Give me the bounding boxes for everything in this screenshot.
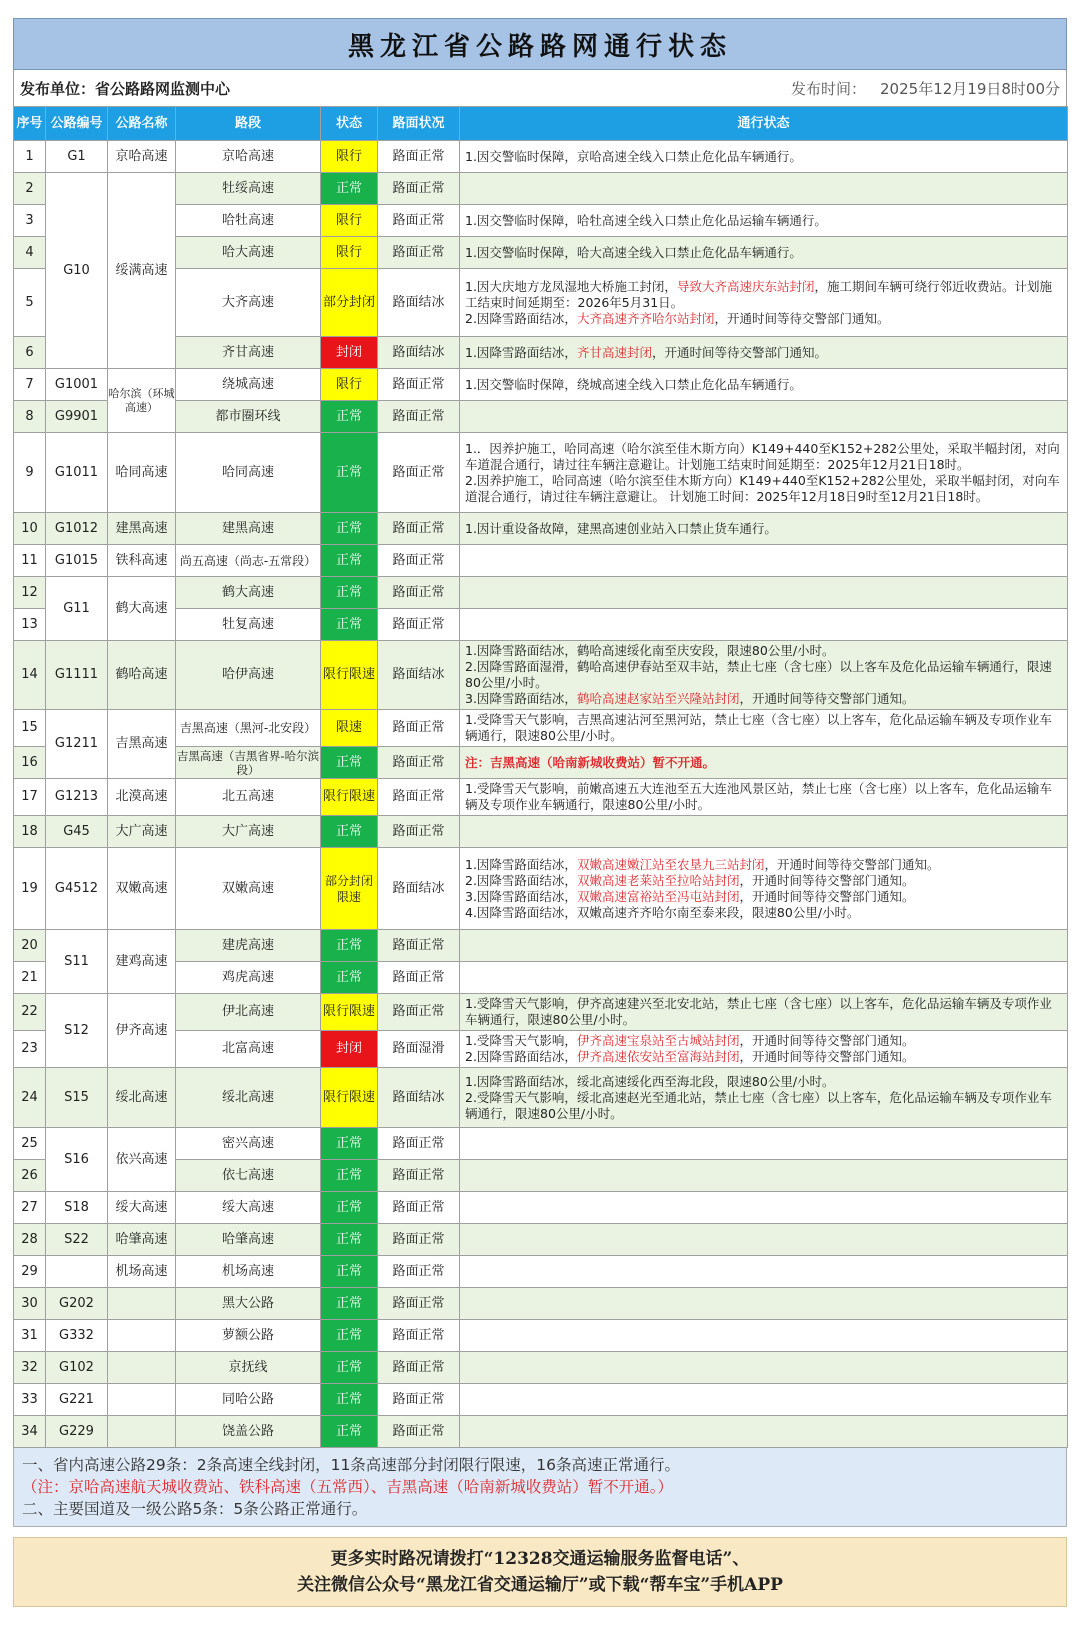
road-condition: 路面正常 — [378, 1352, 460, 1384]
road-code: G332 — [46, 1320, 108, 1352]
status-badge: 限行 — [321, 369, 378, 401]
road-code: G1015 — [46, 545, 108, 577]
road-name: 绥大高速 — [108, 1192, 176, 1224]
row-no: 26 — [14, 1160, 46, 1192]
segment: 绥大高速 — [176, 1192, 321, 1224]
table-row — [14, 173, 1068, 205]
row-no: 33 — [14, 1384, 46, 1416]
status-badge: 正常 — [321, 609, 378, 641]
road-name: 建鸡高速 — [108, 930, 176, 994]
row-no: 32 — [14, 1352, 46, 1384]
status-badge: 部分封闭 — [321, 269, 378, 337]
road-condition: 路面结冰 — [378, 337, 460, 369]
table-row — [14, 1128, 1068, 1160]
status-badge: 正常 — [321, 433, 378, 513]
row-no: 16 — [14, 747, 46, 779]
segment: 哈大高速 — [176, 237, 321, 269]
segment: 都市圈环线 — [176, 401, 321, 433]
road-name: 哈肇高速 — [108, 1224, 176, 1256]
row-no: 29 — [14, 1256, 46, 1288]
segment: 吉黑高速（黑河-北安段） — [176, 710, 321, 747]
status-badge: 部分封闭限速 — [321, 848, 378, 930]
traffic-desc — [460, 962, 1068, 994]
road-condition: 路面正常 — [378, 577, 460, 609]
segment: 齐甘高速 — [176, 337, 321, 369]
road-code: G1011 — [46, 433, 108, 513]
road-condition: 路面结冰 — [378, 269, 460, 337]
header-code: 公路编号 — [46, 107, 108, 141]
publish-time-block — [777, 78, 1066, 99]
status-badge: 正常 — [321, 1160, 378, 1192]
segment: 哈同高速 — [176, 433, 321, 513]
status-badge: 正常 — [321, 1320, 378, 1352]
status-badge: 正常 — [321, 962, 378, 994]
traffic-desc — [460, 1352, 1068, 1384]
row-no: 24 — [14, 1068, 46, 1128]
segment: 哈肇高速 — [176, 1224, 321, 1256]
road-condition: 路面正常 — [378, 513, 460, 545]
road-condition: 路面正常 — [378, 1128, 460, 1160]
row-no: 10 — [14, 513, 46, 545]
status-badge: 正常 — [321, 173, 378, 205]
status-badge: 正常 — [321, 930, 378, 962]
header-segment: 路段 — [176, 107, 321, 141]
road-name: 哈尔滨（环城高速） — [108, 369, 176, 433]
row-no: 1 — [14, 141, 46, 173]
road-condition: 路面正常 — [378, 1256, 460, 1288]
row-no: 22 — [14, 994, 46, 1031]
road-condition: 路面正常 — [378, 962, 460, 994]
table-row — [14, 1416, 1068, 1448]
row-no: 12 — [14, 577, 46, 609]
status-badge: 限行限速 — [321, 994, 378, 1031]
traffic-desc — [460, 545, 1068, 577]
status-badge: 正常 — [321, 513, 378, 545]
road-status-table — [13, 106, 1068, 1448]
traffic-desc — [460, 1384, 1068, 1416]
row-no: 31 — [14, 1320, 46, 1352]
traffic-desc — [460, 1320, 1068, 1352]
road-condition: 路面正常 — [378, 1288, 460, 1320]
road-condition: 路面湿滑 — [378, 1031, 460, 1068]
row-no: 6 — [14, 337, 46, 369]
table-row — [14, 816, 1068, 848]
road-condition: 路面结冰 — [378, 848, 460, 930]
road-code: S15 — [46, 1068, 108, 1128]
road-code: G1 — [46, 141, 108, 173]
status-badge: 正常 — [321, 401, 378, 433]
road-code: G11 — [46, 577, 108, 641]
row-no: 9 — [14, 433, 46, 513]
road-code: G10 — [46, 173, 108, 369]
table-row — [14, 641, 1068, 710]
publish-time-label: 发布时间： — [791, 79, 867, 98]
traffic-desc — [460, 401, 1068, 433]
road-name: 北漠高速 — [108, 779, 176, 816]
road-condition: 路面正常 — [378, 609, 460, 641]
contact-banner — [13, 1537, 1067, 1607]
table-row — [14, 577, 1068, 609]
status-badge: 限行限速 — [321, 779, 378, 816]
road-code: S18 — [46, 1192, 108, 1224]
status-badge: 正常 — [321, 1384, 378, 1416]
segment: 同哈公路 — [176, 1384, 321, 1416]
table-row — [14, 1288, 1068, 1320]
table-row — [14, 1352, 1068, 1384]
segment: 牡复高速 — [176, 609, 321, 641]
row-no: 2 — [14, 173, 46, 205]
status-badge: 封闭 — [321, 1031, 378, 1068]
traffic-desc — [460, 1160, 1068, 1192]
traffic-desc: 1.受降雪天气影响，伊齐高速建兴至北安北站，禁止七座（含七座）以上客车，危化品运输车辆及专项作业车辆通行，限速80公里/小时。 — [460, 994, 1068, 1031]
road-condition: 路面正常 — [378, 369, 460, 401]
segment: 大齐高速 — [176, 269, 321, 337]
road-condition: 路面正常 — [378, 1416, 460, 1448]
row-no: 30 — [14, 1288, 46, 1320]
banner-hotline: 更多实时路况请拨打“12328交通运输服务监督电话”、 — [330, 1549, 750, 1569]
road-condition: 路面正常 — [378, 1320, 460, 1352]
status-badge: 限行 — [321, 141, 378, 173]
segment: 黑大公路 — [176, 1288, 321, 1320]
table-row — [14, 513, 1068, 545]
segment: 萝额公路 — [176, 1320, 321, 1352]
row-no: 25 — [14, 1128, 46, 1160]
traffic-desc: 注：吉黑高速（哈南新城收费站）暂不开通。 — [460, 747, 1068, 779]
road-name: 建黑高速 — [108, 513, 176, 545]
row-no: 28 — [14, 1224, 46, 1256]
traffic-desc — [460, 1192, 1068, 1224]
status-badge: 限速 — [321, 710, 378, 747]
row-no: 4 — [14, 237, 46, 269]
road-name: 绥北高速 — [108, 1068, 176, 1128]
status-badge: 正常 — [321, 1128, 378, 1160]
segment: 鸡虎高速 — [176, 962, 321, 994]
segment: 北五高速 — [176, 779, 321, 816]
table-header-row — [14, 107, 1068, 141]
road-name: 伊齐高速 — [108, 994, 176, 1068]
road-code: S22 — [46, 1224, 108, 1256]
status-badge: 正常 — [321, 1224, 378, 1256]
road-code: G1211 — [46, 710, 108, 779]
summary-national-roads: 二、主要国道及一级公路5条：5条公路正常通行。 — [22, 1500, 368, 1518]
status-badge: 限行 — [321, 205, 378, 237]
segment: 绥北高速 — [176, 1068, 321, 1128]
page-title: 黑龙江省公路路网通行状态 — [13, 18, 1067, 70]
segment: 北富高速 — [176, 1031, 321, 1068]
segment: 牡绥高速 — [176, 173, 321, 205]
row-no: 20 — [14, 930, 46, 962]
summary-notes — [13, 1448, 1067, 1527]
road-condition: 路面正常 — [378, 433, 460, 513]
row-no: 8 — [14, 401, 46, 433]
road-name: 吉黑高速 — [108, 710, 176, 779]
row-no: 14 — [14, 641, 46, 710]
row-no: 17 — [14, 779, 46, 816]
road-name — [108, 1384, 176, 1416]
status-badge: 封闭 — [321, 337, 378, 369]
road-name: 绥满高速 — [108, 173, 176, 369]
road-name: 鹤大高速 — [108, 577, 176, 641]
road-condition: 路面正常 — [378, 930, 460, 962]
traffic-desc: 1.因降雪路面结冰，鹤哈高速绥化南至庆安段，限速80公里/小时。 2.因降雪路面湿滑，鹤哈高速伊春站至双丰站，禁止七座（含七座）以上客车及危化品运输车辆通行，限速80公里/小时。 3.因降雪路面结冰，鹤哈高速赵家站至兴隆站封闭，开通时间等待交警部门通知。 — [460, 641, 1068, 710]
road-code: S11 — [46, 930, 108, 994]
road-condition: 路面正常 — [378, 401, 460, 433]
table-row — [14, 930, 1068, 962]
table-row — [14, 779, 1068, 816]
header-road: 路面状况 — [378, 107, 460, 141]
segment: 机场高速 — [176, 1256, 321, 1288]
traffic-desc: 1.因大庆地方龙凤湿地大桥施工封闭，导致大齐高速庆东站封闭，施工期间车辆可绕行邻近收费站。计划施工结束时间延期至：2026年5月31日。 2.因降雪路面结冰，大齐高速齐齐哈尔站封闭，开通时间等待交警部门通知。 — [460, 269, 1068, 337]
road-name: 铁科高速 — [108, 545, 176, 577]
road-code: G102 — [46, 1352, 108, 1384]
segment: 伊北高速 — [176, 994, 321, 1031]
road-name: 依兴高速 — [108, 1128, 176, 1192]
traffic-desc — [460, 930, 1068, 962]
road-code: S12 — [46, 994, 108, 1068]
road-condition: 路面正常 — [378, 1160, 460, 1192]
header-status: 状态 — [321, 107, 378, 141]
traffic-desc: 1.因交警临时保障，京哈高速全线入口禁止危化品车辆通行。 — [460, 141, 1068, 173]
segment: 依七高速 — [176, 1160, 321, 1192]
status-badge: 正常 — [321, 1192, 378, 1224]
table-row — [14, 1192, 1068, 1224]
status-badge: 正常 — [321, 1256, 378, 1288]
segment: 京哈高速 — [176, 141, 321, 173]
segment: 饶盖公路 — [176, 1416, 321, 1448]
publish-time: 2025年12月19日8时00分 — [880, 79, 1060, 98]
segment: 建黑高速 — [176, 513, 321, 545]
table-row — [14, 1068, 1068, 1128]
row-no: 15 — [14, 710, 46, 747]
traffic-desc: 1.因交警临时保障，哈牡高速全线入口禁止危化品运输车辆通行。 — [460, 205, 1068, 237]
road-code: G4512 — [46, 848, 108, 930]
road-name: 哈同高速 — [108, 433, 176, 513]
road-condition: 路面正常 — [378, 141, 460, 173]
header-no: 序号 — [14, 107, 46, 141]
traffic-desc — [460, 1128, 1068, 1160]
traffic-desc: 1.因降雪路面结冰，绥北高速绥化西至海北段，限速80公里/小时。 2.受降雪天气影响，绥北高速赵光至通北站，禁止七座（含七座）以上客车，危化品运输车辆及专项作业车辆通行，限速80公里/小时。 — [460, 1068, 1068, 1128]
row-no: 23 — [14, 1031, 46, 1068]
status-badge: 正常 — [321, 816, 378, 848]
status-badge: 正常 — [321, 747, 378, 779]
traffic-desc — [460, 1416, 1068, 1448]
row-no: 21 — [14, 962, 46, 994]
status-badge: 限行限速 — [321, 641, 378, 710]
traffic-desc: 1.．因养护施工，哈同高速（哈尔滨至佳木斯方向）K149+440至K152+282公里处，采取半幅封闭，对向车道混合通行，请过往车辆注意避让。计划施工结束时间延期至：2025年12月21日18时。 2.因养护施工，哈同高速（哈尔滨至佳木斯方向）K149+440至K152+282公里处，采取半幅封闭，对向车道混合通行，请过往车辆注意避让。 计划施工时间：2025年12月18日9时至12月21日18时。 — [460, 433, 1068, 513]
segment: 哈牡高速 — [176, 205, 321, 237]
table-row — [14, 848, 1068, 930]
road-code: G221 — [46, 1384, 108, 1416]
traffic-desc — [460, 816, 1068, 848]
traffic-desc — [460, 577, 1068, 609]
road-condition: 路面正常 — [378, 1192, 460, 1224]
road-code: G9901 — [46, 401, 108, 433]
table-row — [14, 1256, 1068, 1288]
row-no: 18 — [14, 816, 46, 848]
road-name — [108, 1288, 176, 1320]
header-traffic: 通行状态 — [460, 107, 1068, 141]
road-code: G1012 — [46, 513, 108, 545]
road-code — [46, 1256, 108, 1288]
traffic-desc: 1.因降雪路面结冰，齐甘高速封闭，开通时间等待交警部门通知。 — [460, 337, 1068, 369]
status-badge: 正常 — [321, 577, 378, 609]
segment: 尚五高速（尚志-五常段） — [176, 545, 321, 577]
traffic-desc: 1.受降雪天气影响，伊齐高速宝泉站至古城站封闭，开通时间等待交警部门通知。 2.因降雪路面结冰，伊齐高速依安站至富海站封闭，开通时间等待交警部门通知。 — [460, 1031, 1068, 1068]
traffic-desc: 1.因计重设备故障，建黑高速创业站入口禁止货车通行。 — [460, 513, 1068, 545]
summary-note-closed: （注：京哈高速航天城收费站、铁科高速（五常西）、吉黑高速（哈南新城收费站）暂不开通。） — [22, 1478, 674, 1496]
traffic-desc: 1.受降雪天气影响，吉黑高速沾河至黑河站，禁止七座（含七座）以上客车，危化品运输车辆及专项作业车辆通行，限速80公里/小时。 — [460, 710, 1068, 747]
row-no: 11 — [14, 545, 46, 577]
traffic-desc — [460, 1256, 1068, 1288]
table-row — [14, 545, 1068, 577]
table-row — [14, 1224, 1068, 1256]
traffic-desc — [460, 1224, 1068, 1256]
row-no: 27 — [14, 1192, 46, 1224]
row-no: 7 — [14, 369, 46, 401]
row-no: 13 — [14, 609, 46, 641]
road-code: G45 — [46, 816, 108, 848]
road-name: 大广高速 — [108, 816, 176, 848]
row-no: 19 — [14, 848, 46, 930]
summary-expressway: 一、省内高速公路29条：2条高速全线封闭，11条高速部分封闭限行限速，16条高速正常通行。 — [22, 1456, 681, 1474]
traffic-desc — [460, 1288, 1068, 1320]
road-condition: 路面正常 — [378, 173, 460, 205]
table-row — [14, 369, 1068, 401]
road-condition: 路面正常 — [378, 994, 460, 1031]
road-name: 双嫩高速 — [108, 848, 176, 930]
traffic-desc: 1.因交警临时保障，绕城高速全线入口禁止危化品车辆通行。 — [460, 369, 1068, 401]
road-code: G1111 — [46, 641, 108, 710]
segment: 双嫩高速 — [176, 848, 321, 930]
segment: 建虎高速 — [176, 930, 321, 962]
road-code: G1213 — [46, 779, 108, 816]
table-row — [14, 433, 1068, 513]
publish-info-row — [13, 70, 1067, 106]
road-condition: 路面正常 — [378, 1224, 460, 1256]
road-name: 京哈高速 — [108, 141, 176, 173]
status-badge: 限行限速 — [321, 1068, 378, 1128]
road-code: G1001 — [46, 369, 108, 401]
road-condition: 路面正常 — [378, 779, 460, 816]
traffic-desc — [460, 609, 1068, 641]
road-condition: 路面正常 — [378, 747, 460, 779]
road-name: 机场高速 — [108, 1256, 176, 1288]
status-badge: 正常 — [321, 1352, 378, 1384]
road-name — [108, 1320, 176, 1352]
row-no: 5 — [14, 269, 46, 337]
road-code: G202 — [46, 1288, 108, 1320]
segment: 哈伊高速 — [176, 641, 321, 710]
road-name — [108, 1416, 176, 1448]
traffic-desc: 1.受降雪天气影响，前嫩高速五大连池至五大连池风景区站，禁止七座（含七座）以上客车，危化品运输车辆及专项作业车辆通行，限速80公里/小时。 — [460, 779, 1068, 816]
road-condition: 路面结冰 — [378, 641, 460, 710]
road-condition: 路面正常 — [378, 1384, 460, 1416]
table-row — [14, 1320, 1068, 1352]
road-condition: 路面正常 — [378, 816, 460, 848]
road-condition: 路面正常 — [378, 545, 460, 577]
road-condition: 路面正常 — [378, 205, 460, 237]
traffic-desc — [460, 173, 1068, 205]
road-code: G229 — [46, 1416, 108, 1448]
table-row — [14, 141, 1068, 173]
status-badge: 正常 — [321, 1288, 378, 1320]
segment: 大广高速 — [176, 816, 321, 848]
status-badge: 正常 — [321, 545, 378, 577]
road-name: 鹤哈高速 — [108, 641, 176, 710]
segment: 鹤大高速 — [176, 577, 321, 609]
table-row — [14, 994, 1068, 1031]
page-container — [13, 18, 1067, 1607]
table-row — [14, 1384, 1068, 1416]
traffic-desc: 1.因交警临时保障，哈大高速全线入口禁止危化品车辆通行。 — [460, 237, 1068, 269]
segment: 绕城高速 — [176, 369, 321, 401]
table-row — [14, 710, 1068, 747]
status-badge: 限行 — [321, 237, 378, 269]
road-code: S16 — [46, 1128, 108, 1192]
road-condition: 路面正常 — [378, 710, 460, 747]
publisher: 发布单位：省公路路网监测中心 — [20, 79, 231, 98]
road-condition: 路面结冰 — [378, 1068, 460, 1128]
road-condition: 路面正常 — [378, 237, 460, 269]
segment: 密兴高速 — [176, 1128, 321, 1160]
segment: 京抚线 — [176, 1352, 321, 1384]
header-name: 公路名称 — [108, 107, 176, 141]
road-name — [108, 1352, 176, 1384]
traffic-desc: 1.因降雪路面结冰，双嫩高速嫩江站至农垦九三站封闭，开通时间等待交警部门通知。 2.因降雪路面结冰，双嫩高速老莱站至拉哈站封闭，开通时间等待交警部门通知。 3.因降雪路面结冰，双嫩高速富裕站至冯屯站封闭，开通时间等待交警部门通知。 4.因降雪路面结冰，双嫩高速齐齐哈尔南至泰来段，限速80公里/小时。 — [460, 848, 1068, 930]
status-badge: 正常 — [321, 1416, 378, 1448]
banner-wechat: 关注微信公众号“黑龙江省交通运输厅”或下载“帮车宝”手机APP — [297, 1575, 783, 1595]
segment: 吉黑高速（吉黑省界-哈尔滨段） — [176, 748, 320, 777]
row-no: 34 — [14, 1416, 46, 1448]
row-no: 3 — [14, 205, 46, 237]
